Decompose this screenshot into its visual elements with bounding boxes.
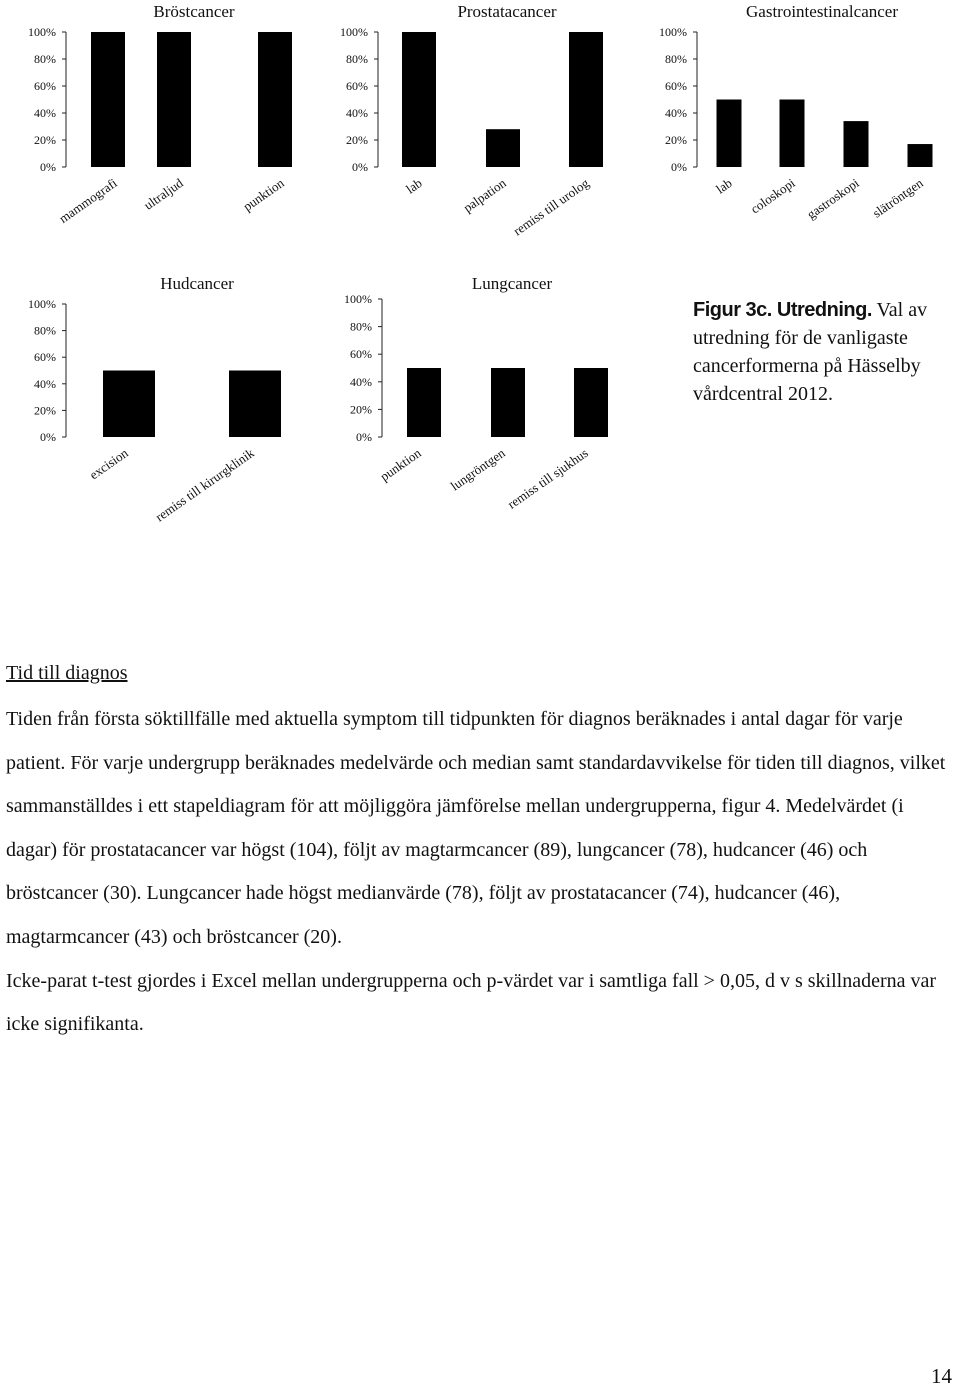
x-category-label: remiss till sjukhus: [504, 445, 591, 512]
x-category-label: remiss till urolog: [510, 175, 592, 239]
paragraph: Tiden från första söktillfälle med aktuella symptom till tidpunkten för diagnos beräknades i antal dagar för varje patient. För varje undergrupp beräknades medelvärde och median samt standardavvikelse för tiden till diagnos, vilket sammanställdes i ett stapeldiagram för att möjliggöra jämförelse mellan undergrupperna, figur 4. Medelvärdet (i dagar) för prostatacancer var högst (104), följt av magtarmcancer (89), lungcancer (78), hudcancer (46) och bröstcancer (30). Lungcancer hade högst medianvärde (78), följt av prostatacancer (74), hudcancer (46), magtarmcancer (43) och bröstcancer (20).: [6, 708, 946, 948]
bar: [407, 368, 441, 437]
figure-caption-text: Val av utredning för de vanligaste cancerformerna på Hässelby vårdcentral 2012.: [693, 299, 928, 405]
chart-title: Bröstcancer: [153, 2, 235, 21]
bar: [780, 100, 805, 168]
y-tick-label: 40%: [34, 376, 56, 391]
y-tick-label: 40%: [665, 106, 687, 120]
x-category-label: punktion: [240, 175, 287, 214]
y-tick-label: 40%: [34, 106, 56, 120]
y-tick-label: 100%: [28, 297, 56, 311]
bar: [844, 121, 869, 167]
bar: [258, 32, 292, 167]
x-category-label: palpation: [460, 175, 509, 216]
y-tick-label: 60%: [346, 79, 368, 93]
x-category-label: punktion: [377, 445, 424, 484]
chart-2: [340, 2, 603, 238]
body-text: [6, 698, 951, 1047]
utredning-charts: [0, 0, 960, 540]
x-category-label: coloskopi: [747, 175, 798, 217]
y-tick-label: 100%: [28, 25, 56, 39]
chart-4: [28, 274, 281, 524]
x-category-label: excision: [86, 445, 131, 483]
paragraph: Icke-parat t-test gjordes i Excel mellan undergrupperna och p-värdet var i samtliga fall > 0,05, d v s skillnaderna var icke signifikanta.: [6, 969, 937, 1036]
x-category-label: remiss till kirurgklinik: [152, 445, 257, 525]
y-tick-label: 60%: [34, 350, 56, 365]
bar: [491, 368, 525, 437]
y-tick-label: 40%: [346, 106, 368, 120]
page-number: 14: [931, 1364, 952, 1388]
y-tick-label: 0%: [40, 160, 56, 174]
y-tick-label: 0%: [352, 160, 368, 174]
chart-3: [659, 2, 933, 222]
bar: [157, 32, 191, 167]
x-category-label: lab: [403, 175, 425, 197]
y-tick-label: 20%: [346, 133, 368, 147]
y-tick-label: 0%: [356, 430, 372, 444]
y-tick-label: 100%: [344, 292, 372, 306]
x-category-label: mammografi: [56, 175, 120, 226]
bar: [569, 32, 603, 167]
x-category-label: gastroskopi: [804, 175, 862, 222]
y-tick-label: 60%: [350, 347, 372, 362]
chart-title: Gastrointestinalcancer: [746, 2, 898, 21]
y-tick-label: 20%: [34, 133, 56, 147]
bar: [908, 144, 933, 167]
figure-caption: [693, 296, 955, 408]
y-tick-label: 80%: [34, 52, 56, 66]
bar: [103, 371, 155, 438]
x-category-label: lungröntgen: [447, 445, 508, 494]
y-tick-label: 0%: [671, 160, 687, 174]
y-tick-label: 0%: [40, 430, 56, 444]
x-category-label: ultraljud: [141, 175, 186, 213]
y-tick-label: 80%: [34, 323, 56, 338]
x-category-label: lab: [713, 175, 735, 197]
chart-title: Prostatacancer: [457, 2, 557, 21]
x-category-label: slätröntgen: [869, 175, 926, 221]
bar: [717, 100, 742, 168]
y-tick-label: 100%: [340, 25, 368, 39]
y-tick-label: 60%: [665, 79, 687, 93]
bar: [486, 129, 520, 167]
chart-title: Hudcancer: [160, 274, 234, 293]
bar: [91, 32, 125, 167]
chart-1: [28, 2, 292, 226]
y-tick-label: 80%: [346, 52, 368, 66]
y-tick-label: 20%: [665, 133, 687, 147]
y-tick-label: 100%: [659, 25, 687, 39]
chart-title: Lungcancer: [471, 274, 553, 293]
y-tick-label: 20%: [350, 402, 372, 417]
bar: [402, 32, 436, 167]
y-tick-label: 40%: [350, 374, 372, 389]
y-tick-label: 60%: [34, 79, 56, 93]
y-tick-label: 20%: [34, 403, 56, 418]
bar: [574, 368, 608, 437]
y-tick-label: 80%: [350, 319, 372, 334]
section-heading: Tid till diagnos: [6, 662, 128, 684]
y-tick-label: 80%: [665, 52, 687, 66]
bar: [229, 371, 281, 438]
chart-5: [344, 274, 608, 512]
figure-caption-label: Figur 3c. Utredning.: [693, 299, 872, 321]
